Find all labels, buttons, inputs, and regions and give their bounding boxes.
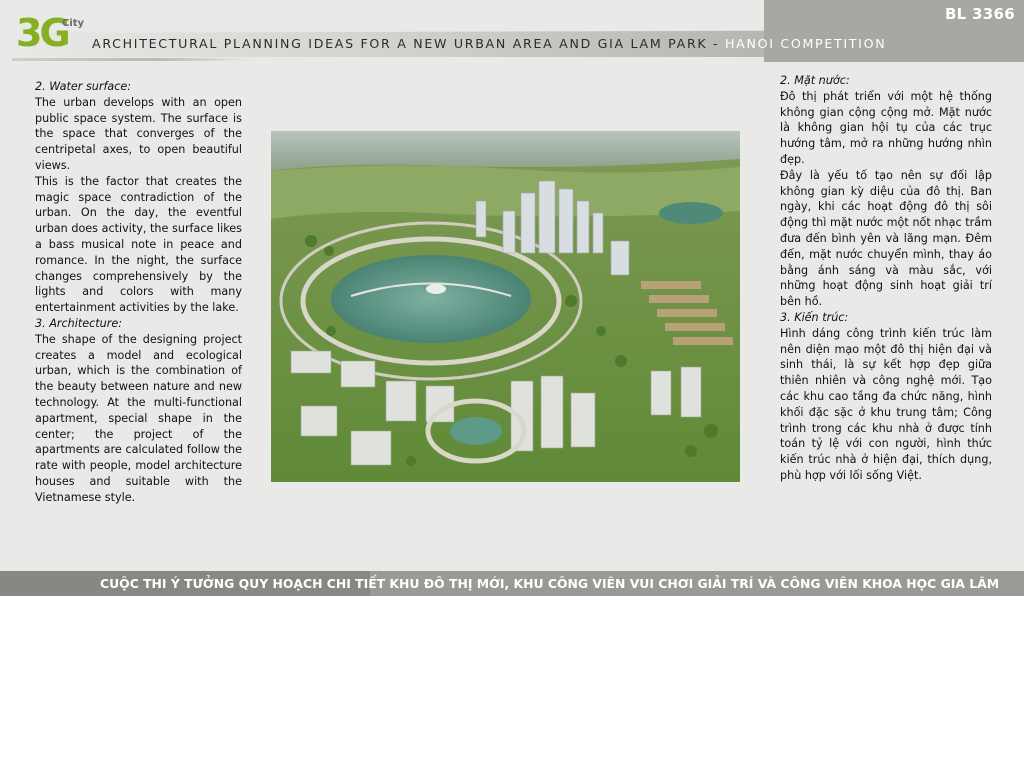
architecture-heading: 3. Architecture: <box>35 316 122 330</box>
vietnamese-text-column <box>780 73 992 484</box>
architecture-paragraph-vi: Hình dáng công trình kiến trúc làm nên diện mạo một đô thị hiện đại và sinh thái, là sự kết hợp đẹp giữa thiên nhiên và công nghệ mới. Tạo các khu cao tầng đa chức năng, hình khối đặc sặc ở khu trung tâm; Công trình trong các khu nhà ở được tính toán tỷ lệ với con người, hình thức kiến trúc nhà ở hiện đại, thích dụng, phù hợp với lối sống Việt. <box>780 326 992 482</box>
water-surface-paragraph-2: This is the factor that creates the magic space contradiction of the urban. On the day, the eventful urban does activity, the surface likes a bass musical note in peace and romance. In the night, the surface changes comprehensively by the lights and colors with many entertainment activities by the lake. <box>35 174 242 315</box>
page-title-main: ARCHITECTURAL PLANNING IDEAS FOR A NEW URBAN AREA AND GIA LAM PARK - <box>92 36 726 51</box>
page-title-competition: HANOI COMPETITION <box>725 36 887 51</box>
logo-city-text: City <box>62 18 85 29</box>
footer-bar <box>0 571 1024 596</box>
water-surface-heading: 2. Water surface: <box>35 80 132 93</box>
water-surface-heading-vi: 2. Mặt nước: <box>780 74 850 87</box>
architecture-paragraph: The shape of the designing project creates a model and ecological urban, which is the combination of the beauty between nature and new technology. At the multi-functional apartment, special shape in the center; the project of the apartments are calculated follow the rate with people, model architecture houses and suitable with the Vietnamese style. <box>35 332 242 504</box>
water-surface-paragraph-1: The urban develops with an open public space system. The surface is the space that converges of the centripetal axes, to open beautiful views. <box>35 95 242 172</box>
3g-city-logo <box>16 10 88 54</box>
project-code: BL 3366 <box>944 5 1015 23</box>
urban-area-aerial-rendering <box>271 131 740 482</box>
water-surface-paragraph-2-vi: Đây là yếu tố tạo nên sự đối lập không gian kỳ diệu của đô thị. Ban ngày, khi các hoạt động đô thị sôi động thì mặt nước một nốt nhạc trầm đưa đến bình yên và lãng mạn. Đêm đến, mặt nước chuyển mình, thay áo bằng ánh sáng và màu sắc, với những hoạt động sinh hoạt giải trí bên hồ. <box>780 168 992 309</box>
header-underline <box>12 58 252 61</box>
architecture-heading-vi: 3. Kiến trúc: <box>780 310 849 324</box>
page-title <box>92 36 886 51</box>
footer-competition-title: CUỘC THI Ý TƯỞNG QUY HOẠCH CHI TIẾT KHU ĐÔ THỊ MỚI, KHU CÔNG VIÊN VUI CHƠI GIẢI TRÍ VÀ CÔNG VIÊN KHOA HỌC GIA LÂM <box>100 576 1000 591</box>
water-surface-paragraph-1-vi: Đô thị phát triển với một hệ thống không gian cộng cộng mở. Mặt nước là không gian hội tụ của các trục hướng tâm, mở ra những hướng nhìn đẹp. <box>780 89 992 166</box>
logo-text: 3G <box>16 11 68 54</box>
project-code-box <box>764 0 1024 62</box>
english-text-column <box>35 79 242 506</box>
